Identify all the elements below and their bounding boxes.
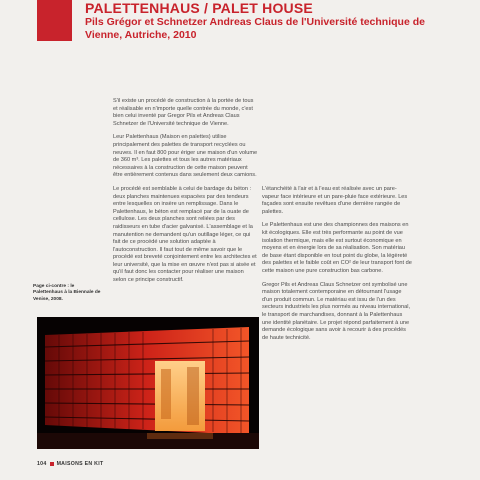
page-subtitle: Pils Grégor et Schnetzer Andreas Claus de l'Université technique de Vienne, Autriche, 2010 [85, 16, 425, 41]
red-accent-block [37, 0, 72, 41]
paragraph: Leur Palettenhaus (Maison en palettes) utilise principalement des palettes de transport recyclées ou neuves. Il en faut 800 pour ériger une maison d'un volume de 360 m³. Les palettes et tous les autres matériaux nécessaires à la construction de cette maison peuvent être entièrement contenus dans seulement deux camions. [113, 134, 258, 179]
section-name: MAISONS EN KIT [56, 461, 104, 467]
palettenhaus-photo [37, 317, 259, 449]
page-footer [37, 461, 103, 467]
paragraph: S'il existe un procédé de construction à la portée de tous et réalisable en n'importe quelle contrée du monde, c'est bien celui inventé par Gregor Pils et Andreas Claus Schnetzer de l'Université technique de Vienne. [113, 98, 254, 127]
photo-caption: Page ci-contre : le Palettenhaus à la Biennale de Venise, 2008. [33, 284, 101, 302]
paragraph: Le Palettenhaus est une des championnes des maisons en kit écologiques. Elle est très performante au point de vue isolation thermique, mais elle est surtout économique en moyens et en énergie lors de sa réalisation. Son matériau de base étant disponible en tout point du globe, la légèreté des palettes et le faible coût en CO² de leur transport font de cette maison une pure construction bas carbone. [262, 222, 412, 274]
text-column-left [113, 98, 258, 291]
paragraph: Gregor Pils et Andreas Claus Schnetzer ont symbolisé une maison totalement contemporaine en détournant l'usage d'un produit commun. Le matériau est issu de l'un des secteurs industriels les plus normés au niveau international, le transport de marchandises, donnant à la Palettenhaus une identité planétaire. Le projet répond parfaitement à une demande écologique sans avoir à recourir à des procédés de haute technicité. [262, 281, 411, 341]
paragraph: Le procédé est semblable à celui de bardage du béton : deux planches maintenues espacées par des tendeurs entre lesquelles on insère un remplissage. Dans le Palettenhaus, le béton est remplacé par de la ouate de cellulose. Les deux planches sont reliées par des raidisseurs en tube d'acier galvanisé. L'assemblage et la manutention ne demandent qu'un outillage léger, ce qui fait de ce procédé une solution adaptée à l'autoconstruction. Il faut tout de même savoir que le procédé est breveté conjointement entre les architectes et leur université, que la mise en œuvre n'est pas si aisée et qu'il faut donc les contacter pour réaliser une maison selon ce principe constructif. [113, 185, 257, 284]
page-number: 104 [37, 461, 47, 467]
night-building-illustration [37, 317, 259, 449]
page-title: PALETTENHAUS / PALET HOUSE [85, 0, 313, 16]
text-column-right [262, 186, 412, 348]
red-square-icon [50, 462, 54, 466]
paragraph: L'étanchéité à l'air et à l'eau est réalisée avec un pare-vapeur face intérieure et un pare-pluie face extérieure. Les façades sont ensuite revêtues d'une dernière rangée de palettes. [262, 186, 408, 215]
